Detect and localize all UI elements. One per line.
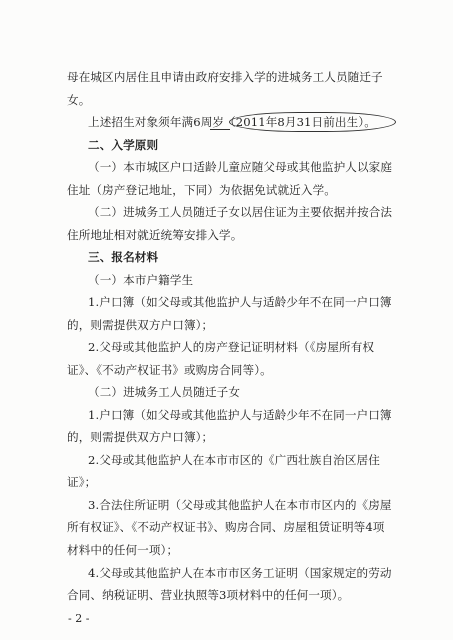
paragraph-line: 上述招生对象须年满6周岁（2011年8月31日前出生）。 — [88, 115, 376, 129]
section-heading: 三、报名材料 — [88, 250, 159, 265]
paragraph-line: 3.合法住所证明（父母或其他监护人在本市市区内的《房屋 — [88, 497, 392, 512]
paragraph-line: 的，则需提供双方户口簿）； — [67, 430, 214, 445]
paragraph-line: 住所地址相对就近统筹安排入学。 — [67, 227, 243, 242]
paragraph-line: 材料中的任何一项）； — [67, 543, 179, 557]
paragraph-line: 2.父母或其他监护人的房产登记证明材料（《房屋所有权 — [88, 340, 375, 355]
hand-circle-mark — [229, 112, 396, 132]
paragraph-line: 女。 — [67, 92, 91, 107]
page-number: - 2 - — [68, 612, 90, 625]
paragraph-line: 所有权证》、《不动产权证书》、购房合同、房屋租赁证明等4项 — [67, 520, 385, 535]
paragraph-line: 母在城区内居住且申请由政府安排入学的进城务工人员随迁子 — [67, 70, 383, 84]
paragraph-line: 证》、《不动产权证书》或购房合同等）。 — [67, 362, 272, 377]
paragraph-line: 1.户口簿（如父母或其他监护人与适龄少年不在同一户口簿 — [88, 407, 392, 422]
paragraph-line: 2.父母或其他监护人在本市市区的《广西壮族自治区居住 — [88, 452, 380, 467]
subsection-heading: （一）本市户籍学生 — [88, 272, 194, 287]
paragraph-line: （一）本市城区户口适龄儿童应随父母或其他监护人以家庭 — [88, 160, 393, 175]
subsection-heading: （二）进城务工人员随迁子女 — [88, 385, 241, 400]
paragraph-line: 证》； — [67, 475, 97, 490]
paragraph-line: 合同、纳税证明、营业执照等3项材料中的任何一项）。 — [67, 588, 350, 602]
paragraph-line: 1.户口簿（如父母或其他监护人与适龄少年不在同一户口簿 — [88, 295, 392, 310]
paragraph-line: （二）进城务工人员随迁子女以居住证为主要依据并按合法 — [88, 205, 393, 220]
paragraph-line: 住址（房产登记地址，下同）为依据免试就近入学。 — [67, 182, 336, 197]
hand-underline-mark — [210, 129, 230, 130]
paragraph-line: 4.父母或其他监护人在本市市区务工证明（国家规定的劳动 — [88, 565, 392, 580]
section-heading: 二、入学原则 — [88, 137, 159, 152]
paragraph-line: 的，则需提供双方户口簿）； — [67, 317, 214, 332]
